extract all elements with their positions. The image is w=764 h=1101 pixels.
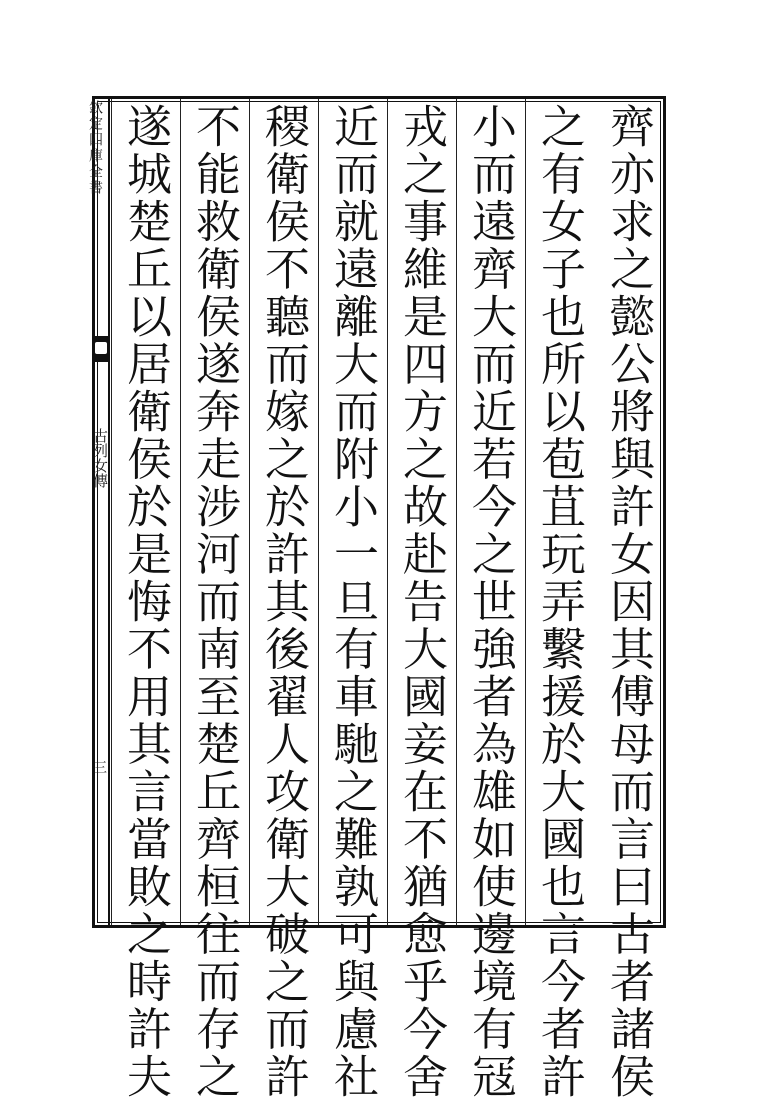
margin-page-number: 三 (91, 760, 107, 774)
column-text: 不能救衛侯遂奔走涉河而南至楚丘齊桓往而存之 (188, 103, 241, 1101)
text-column (387, 99, 456, 1101)
text-columns (110, 99, 663, 1101)
text-column (180, 99, 249, 1101)
column-text: 齊亦求之懿公將與許女因其傅母而言曰古者諸侯 (602, 103, 655, 1101)
margin-strip (87, 96, 110, 928)
column-text: 之有女子也所以苞苴玩弄繫援於大國也言今者許 (533, 103, 586, 1101)
fishtail-mark (93, 336, 109, 362)
text-column (111, 99, 180, 1101)
column-text: 小而遠齊大而近若今之世強者為雄如使邊境有冦 (464, 103, 517, 1101)
text-column (525, 99, 594, 1101)
column-text: 稷衛侯不聽而嫁之於許其後翟人攻衛大破之而許 (257, 103, 310, 1101)
column-text: 戎之事維是四方之故赴告大國妾在不猶愈乎今舍 (395, 103, 448, 1101)
text-column (318, 99, 387, 1101)
margin-chapter-title: 古列女傳 (91, 428, 109, 488)
column-text: 近而就遠離大而附小一旦有車馳之難孰可與慮社 (326, 103, 379, 1101)
margin-book-title: 欽定四庫全書 (87, 100, 103, 196)
text-column (456, 99, 525, 1101)
text-column (249, 99, 318, 1101)
text-column (594, 99, 663, 1101)
column-text: 遂城楚丘以居衛侯於是悔不用其言當敗之時許夫 (119, 103, 172, 1101)
